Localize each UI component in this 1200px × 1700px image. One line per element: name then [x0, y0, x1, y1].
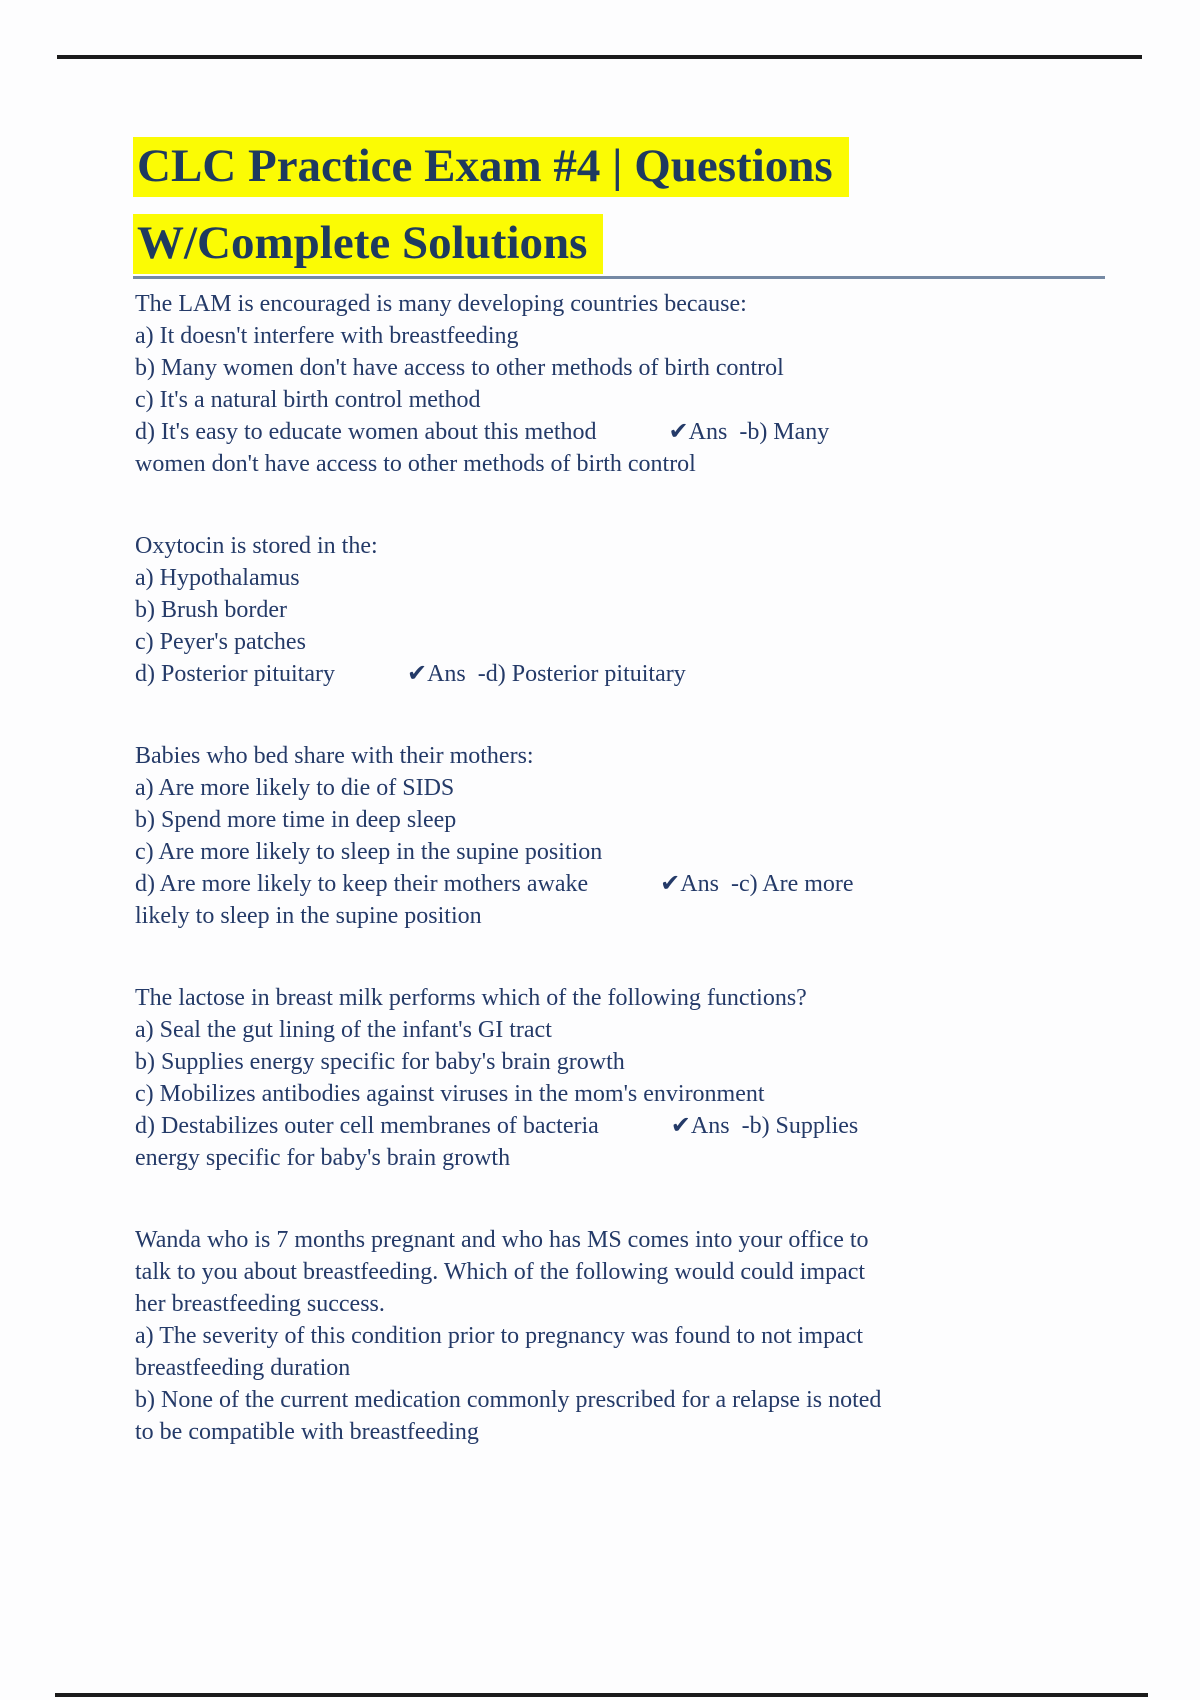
question-line: d) It's easy to educate women about this method ✔Ans -b) Many — [135, 419, 830, 445]
question-line: Oxytocin is stored in the: — [135, 533, 378, 559]
question-block — [135, 1224, 1165, 1448]
title-line-1 — [133, 133, 1133, 210]
question-line: c) Are more likely to sleep in the supine position — [135, 839, 603, 865]
question-line: a) Hypothalamus — [135, 565, 300, 591]
question-line: her breastfeeding success. — [135, 1291, 385, 1317]
question-line: a) Are more likely to die of SIDS — [135, 775, 455, 801]
question-line: breastfeeding duration — [135, 1355, 351, 1381]
question-line: likely to sleep in the supine position — [135, 903, 482, 929]
question-line: b) Supplies energy specific for baby's brain growth — [135, 1049, 625, 1075]
question-line: c) Peyer's patches — [135, 629, 306, 655]
question-line: Wanda who is 7 months pregnant and who has MS comes into your office to — [135, 1227, 869, 1253]
question-line: a) Seal the gut lining of the infant's GI tract — [135, 1017, 552, 1043]
question-line: c) Mobilizes antibodies against viruses in the mom's environment — [135, 1081, 765, 1107]
question-line: The LAM is encouraged is many developing countries because: — [135, 291, 747, 317]
question-line: b) Brush border — [135, 597, 287, 623]
question-line: Babies who bed share with their mothers: — [135, 743, 534, 769]
question-line: c) It's a natural birth control method — [135, 387, 481, 413]
question-block — [135, 740, 1165, 932]
question-line: talk to you about breastfeeding. Which of the following would could impact — [135, 1259, 866, 1285]
question-block — [135, 288, 1165, 480]
question-block — [135, 530, 1165, 690]
question-line: d) Posterior pituitary ✔Ans -d) Posterior pituitary — [135, 661, 686, 687]
top-border-line — [57, 55, 1142, 59]
question-line: a) It doesn't interfere with breastfeeding — [135, 323, 519, 349]
page-title — [133, 133, 1133, 287]
bottom-border-line — [55, 1693, 1148, 1697]
title-line-2-text: W/Complete Solutions — [133, 214, 603, 274]
question-line: women don't have access to other methods of birth control — [135, 451, 696, 477]
question-line: b) None of the current medication commonly prescribed for a relapse is noted — [135, 1387, 882, 1413]
questions-list — [135, 288, 1165, 1498]
question-line: d) Destabilizes outer cell membranes of bacteria ✔Ans -b) Supplies — [135, 1113, 859, 1139]
question-line: The lactose in breast milk performs which of the following functions? — [135, 985, 807, 1011]
question-line: d) Are more likely to keep their mothers awake ✔Ans -c) Are more — [135, 871, 854, 897]
title-line-1-text: CLC Practice Exam #4 | Questions — [133, 137, 849, 197]
question-block — [135, 982, 1165, 1174]
title-underline — [133, 276, 1105, 279]
question-line: b) Spend more time in deep sleep — [135, 807, 457, 833]
question-line: b) Many women don't have access to other methods of birth control — [135, 355, 784, 381]
question-line: energy specific for baby's brain growth — [135, 1145, 511, 1171]
question-line: to be compatible with breastfeeding — [135, 1419, 479, 1445]
question-line: a) The severity of this condition prior to pregnancy was found to not impact — [135, 1323, 864, 1349]
